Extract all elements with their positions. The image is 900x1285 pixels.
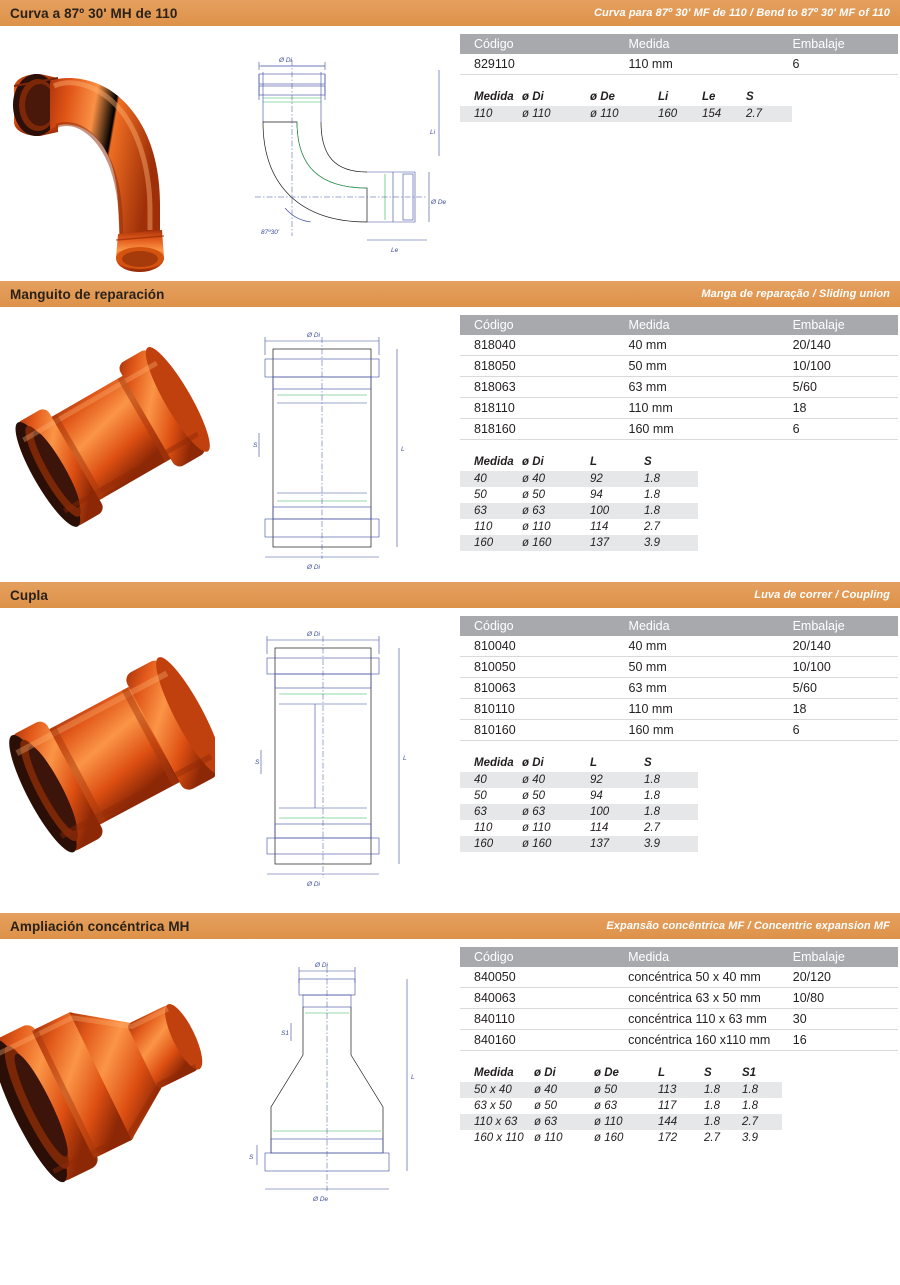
cell-l: 114 <box>590 822 609 834</box>
cell-l: 113 <box>658 1082 704 1098</box>
cell-codigo: 810063 <box>460 678 629 699</box>
col-ode: ø De <box>590 91 615 103</box>
cell-medida: 40 mm <box>629 636 793 657</box>
technical-drawing-manguito <box>215 307 460 577</box>
col-l: L <box>658 1067 666 1079</box>
dim-label-s: S <box>255 759 260 766</box>
cell-medida: concéntrica 63 x 50 mm <box>628 988 793 1009</box>
dims-row <box>460 106 792 122</box>
dim-label-s1: S1 <box>281 1030 289 1037</box>
coupling-fitting-image <box>0 608 215 908</box>
cell-odi: ø 63 <box>522 503 590 519</box>
col-medida: Medida <box>474 91 514 103</box>
cell-odi: ø 110 <box>534 1132 563 1144</box>
cell-odi: ø 63 <box>534 1114 594 1130</box>
cell-odi: ø 50 <box>522 489 546 501</box>
codes-table-curva <box>460 34 898 75</box>
cell-s: 1.8 <box>644 489 660 501</box>
cell-odi: ø 110 <box>522 106 590 122</box>
dims-row <box>460 487 698 503</box>
cell-odi: ø 160 <box>522 535 590 551</box>
cell-codigo: 829110 <box>460 54 629 75</box>
cell-medida: 40 <box>460 471 522 487</box>
cell-ode: ø 110 <box>590 106 658 122</box>
cell-codigo: 810110 <box>460 699 629 720</box>
cell-embalaje: 5/60 <box>793 377 898 398</box>
repair-sleeve-fitting-image <box>0 307 215 577</box>
section-ampliacion <box>0 913 900 1214</box>
cell-medida: concéntrica 50 x 40 mm <box>628 967 793 988</box>
dims-row <box>460 772 698 788</box>
cell-medida: 50 <box>474 489 487 501</box>
table-row <box>460 419 898 440</box>
dims-table-curva <box>460 89 792 122</box>
col-embalaje: Embalaje <box>793 34 898 54</box>
dim-label-l: L <box>401 446 405 453</box>
table-header-row <box>460 315 898 335</box>
cell-odi: ø 40 <box>534 1082 594 1098</box>
cell-embalaje: 10/80 <box>793 988 898 1009</box>
cell-embalaje: 18 <box>793 398 898 419</box>
section-body <box>0 307 900 582</box>
cell-medida: 50 x 40 <box>460 1082 534 1098</box>
cell-medida: 110 mm <box>629 398 793 419</box>
cell-medida: 110 <box>460 106 522 122</box>
col-ode: ø De <box>594 1067 619 1079</box>
section-body <box>0 608 900 913</box>
col-medida: Medida <box>474 456 514 468</box>
dim-label-odi: Ø Di <box>315 962 328 969</box>
tables-manguito <box>460 307 900 551</box>
dims-row <box>460 1130 782 1146</box>
cell-odi: ø 50 <box>522 790 546 802</box>
section-title: Curva a 87º 30' MH de 110 <box>10 5 178 21</box>
dims-header-row <box>460 89 792 106</box>
dim-label-l: L <box>411 1074 415 1081</box>
cell-embalaje: 30 <box>793 1009 898 1030</box>
dims-header-row <box>460 1065 782 1082</box>
col-embalaje: Embalaje <box>793 947 898 967</box>
cell-ode: ø 50 <box>594 1082 658 1098</box>
col-odi: ø Di <box>522 757 544 769</box>
cell-s: 2.7 <box>746 106 792 122</box>
cell-s: 1.8 <box>644 471 698 487</box>
dim-label-angle: 87º30' <box>261 229 280 236</box>
cell-medida: 63 mm <box>629 678 793 699</box>
dim-label-s: S <box>249 1154 254 1161</box>
section-header <box>0 0 900 26</box>
table-header-row <box>460 947 898 967</box>
cell-l: 92 <box>590 471 644 487</box>
dim-label-odi-bottom: Ø Di <box>307 881 320 888</box>
col-s: S <box>746 91 754 103</box>
dims-row <box>460 503 698 519</box>
section-subtitle: Manga de reparação / Sliding union <box>701 288 890 300</box>
cell-s: 2.7 <box>644 822 660 834</box>
col-codigo: Código <box>460 315 629 335</box>
dims-row <box>460 471 698 487</box>
section-title: Cupla <box>10 587 49 603</box>
section-header <box>0 281 900 307</box>
dim-label-li: Li <box>430 129 436 136</box>
section-title: Manguito de reparación <box>10 286 165 302</box>
col-medida: Medida <box>629 34 793 54</box>
cell-le: 154 <box>702 106 746 122</box>
table-row <box>460 398 898 419</box>
dim-label-ode: Ø De <box>431 199 447 206</box>
cell-s: 1.8 <box>704 1100 720 1112</box>
dims-row <box>460 804 698 820</box>
cell-ode: ø 110 <box>594 1114 658 1130</box>
cell-medida: 63 mm <box>629 377 793 398</box>
tables-cupla <box>460 608 900 852</box>
cell-codigo: 818040 <box>460 335 629 356</box>
col-embalaje: Embalaje <box>793 616 898 636</box>
cell-l: 144 <box>658 1114 704 1130</box>
cell-s: 1.8 <box>644 503 698 519</box>
dims-header-row <box>460 454 698 471</box>
table-header-row <box>460 34 898 54</box>
technical-drawing-ampliacion <box>215 939 460 1209</box>
tables-ampliacion <box>460 939 900 1146</box>
col-medida: Medida <box>474 1067 514 1079</box>
cell-l: 94 <box>590 790 603 802</box>
cell-medida: 50 mm <box>629 657 793 678</box>
cell-medida: 110 <box>474 822 493 834</box>
product-photo-ampliacion <box>0 939 215 1214</box>
cell-s: 1.8 <box>644 790 660 802</box>
cell-codigo: 818050 <box>460 356 629 377</box>
tables-curva <box>460 26 900 122</box>
cell-embalaje: 6 <box>793 54 898 75</box>
dims-row <box>460 535 698 551</box>
col-l: L <box>590 456 598 468</box>
section-header <box>0 913 900 939</box>
cell-s: 2.7 <box>704 1132 720 1144</box>
cell-odi: ø 40 <box>522 471 590 487</box>
technical-drawing-cupla <box>215 608 460 908</box>
cell-codigo: 810050 <box>460 657 629 678</box>
cell-s1: 2.7 <box>742 1114 782 1130</box>
col-medida: Medida <box>474 757 514 769</box>
dims-row <box>460 836 698 852</box>
cell-embalaje: 10/100 <box>793 356 898 377</box>
cell-li: 160 <box>658 106 702 122</box>
table-row <box>460 356 898 377</box>
concentric-reducer-drawing <box>215 939 460 1209</box>
cell-codigo: 840063 <box>460 988 628 1009</box>
section-curva-87 <box>0 0 900 281</box>
cell-ode: ø 63 <box>594 1100 618 1112</box>
cell-s: 2.7 <box>644 521 660 533</box>
col-odi: ø Di <box>534 1067 556 1079</box>
table-row <box>460 967 898 988</box>
table-row <box>460 335 898 356</box>
cell-medida: 50 <box>474 790 487 802</box>
dims-row <box>460 1098 782 1114</box>
table-row <box>460 699 898 720</box>
section-body <box>0 26 900 281</box>
cell-medida: 160 mm <box>629 720 793 741</box>
repair-sleeve-drawing <box>215 307 460 577</box>
col-l: L <box>590 757 598 769</box>
cell-l: 114 <box>590 521 609 533</box>
cell-medida: 110 mm <box>629 699 793 720</box>
technical-drawing-curva <box>215 26 460 276</box>
cell-l: 94 <box>590 489 603 501</box>
cell-embalaje: 10/100 <box>793 657 898 678</box>
cell-odi: ø 160 <box>522 836 590 852</box>
dim-label-odi-bottom: Ø Di <box>307 564 320 571</box>
cell-l: 137 <box>590 836 644 852</box>
product-photo-curva <box>0 26 215 281</box>
section-manguito <box>0 281 900 582</box>
dims-row <box>460 820 698 836</box>
dims-row <box>460 1114 782 1130</box>
cell-s1: 1.8 <box>742 1100 758 1112</box>
section-title: Ampliación concéntrica MH <box>10 918 190 934</box>
col-medida: Medida <box>628 947 793 967</box>
cell-embalaje: 6 <box>793 419 898 440</box>
cell-medida: 160 x 110 <box>474 1132 524 1144</box>
cell-embalaje: 20/140 <box>793 636 898 657</box>
dim-label-odi-top: Ø Di <box>307 631 320 638</box>
cell-codigo: 810160 <box>460 720 629 741</box>
dims-row <box>460 788 698 804</box>
cell-s: 3.9 <box>644 535 698 551</box>
cell-embalaje: 16 <box>793 1030 898 1051</box>
section-header <box>0 582 900 608</box>
col-s1: S1 <box>742 1067 757 1079</box>
section-subtitle: Luva de correr / Coupling <box>754 589 890 601</box>
cell-l: 137 <box>590 535 644 551</box>
cell-s1: 1.8 <box>742 1082 782 1098</box>
col-odi: ø Di <box>522 91 544 103</box>
table-header-row <box>460 616 898 636</box>
cell-codigo: 818160 <box>460 419 629 440</box>
cell-s1: 3.9 <box>742 1132 758 1144</box>
table-row <box>460 678 898 699</box>
table-row <box>460 988 898 1009</box>
table-row <box>460 377 898 398</box>
cell-codigo: 840160 <box>460 1030 628 1051</box>
cell-medida: 160 mm <box>629 419 793 440</box>
col-codigo: Código <box>460 947 628 967</box>
table-row <box>460 1030 898 1051</box>
table-row <box>460 657 898 678</box>
section-subtitle: Curva para 87º 30' MF de 110 / Bend to 87º 30' MF of 110 <box>593 7 890 19</box>
cell-codigo: 840110 <box>460 1009 628 1030</box>
cell-s: 1.8 <box>704 1114 742 1130</box>
cell-embalaje: 20/120 <box>793 967 898 988</box>
col-le: Le <box>702 91 716 103</box>
dims-table-manguito <box>460 454 698 551</box>
dims-row <box>460 519 698 535</box>
dims-table-cupla <box>460 755 698 852</box>
col-codigo: Código <box>460 34 629 54</box>
cell-l: 100 <box>590 503 644 519</box>
codes-table-manguito <box>460 315 898 440</box>
cell-embalaje: 5/60 <box>793 678 898 699</box>
col-li: Li <box>658 91 669 103</box>
col-codigo: Código <box>460 616 629 636</box>
cell-medida: 63 <box>460 503 522 519</box>
cell-medida: concéntrica 160 x110 mm <box>628 1030 793 1051</box>
cell-embalaje: 18 <box>793 699 898 720</box>
concentric-reducer-fitting-image <box>0 939 215 1209</box>
cell-codigo: 840050 <box>460 967 628 988</box>
cell-medida: 40 <box>460 772 522 788</box>
product-photo-cupla <box>0 608 215 913</box>
dims-header-row <box>460 755 698 772</box>
cell-s: 1.8 <box>704 1082 742 1098</box>
dims-table-ampliacion <box>460 1065 782 1146</box>
table-row <box>460 54 898 75</box>
cell-medida: 63 x 50 <box>474 1100 512 1112</box>
cell-odi: ø 110 <box>522 822 551 834</box>
dim-label-odi-top: Ø Di <box>307 332 320 339</box>
cell-s: 1.8 <box>644 804 698 820</box>
dim-label-le: Le <box>391 247 399 254</box>
cell-s: 3.9 <box>644 836 698 852</box>
cell-medida: 110 <box>474 521 493 533</box>
cell-l: 92 <box>590 772 644 788</box>
cell-odi: ø 40 <box>522 772 590 788</box>
cell-ode: ø 160 <box>594 1132 624 1144</box>
cell-codigo: 810040 <box>460 636 629 657</box>
table-row <box>460 636 898 657</box>
col-medida: Medida <box>629 315 793 335</box>
cell-l: 100 <box>590 804 644 820</box>
table-row <box>460 1009 898 1030</box>
cell-l: 172 <box>658 1132 678 1144</box>
section-body <box>0 939 900 1214</box>
cell-medida: 110 x 63 <box>460 1114 534 1130</box>
codes-table-cupla <box>460 616 898 741</box>
cell-medida: 160 <box>460 836 522 852</box>
cell-medida: 40 mm <box>629 335 793 356</box>
cell-odi: ø 63 <box>522 804 590 820</box>
cell-medida: concéntrica 110 x 63 mm <box>628 1009 793 1030</box>
section-cupla <box>0 582 900 913</box>
cell-l: 117 <box>658 1100 677 1112</box>
cell-medida: 160 <box>460 535 522 551</box>
elbow-bend-fitting-image <box>0 26 215 276</box>
cell-medida: 63 <box>460 804 522 820</box>
elbow-bend-drawing <box>215 26 460 276</box>
cell-embalaje: 20/140 <box>793 335 898 356</box>
coupling-drawing <box>215 608 460 908</box>
cell-s: 1.8 <box>644 772 698 788</box>
col-medida: Medida <box>629 616 793 636</box>
col-s: S <box>644 757 652 769</box>
cell-odi: ø 110 <box>522 521 551 533</box>
dim-label-s: S <box>253 442 258 449</box>
table-row <box>460 720 898 741</box>
dim-label-odi: Ø Di <box>279 57 292 64</box>
cell-codigo: 818110 <box>460 398 629 419</box>
col-odi: ø Di <box>522 456 544 468</box>
cell-embalaje: 6 <box>793 720 898 741</box>
dim-label-l: L <box>403 755 407 762</box>
cell-medida: 50 mm <box>629 356 793 377</box>
section-subtitle: Expansão concêntrica MF / Concentric expansion MF <box>606 920 890 932</box>
dim-label-ode: Ø De <box>313 1196 329 1203</box>
dims-row <box>460 1082 782 1098</box>
cell-codigo: 818063 <box>460 377 629 398</box>
col-s: S <box>644 456 652 468</box>
codes-table-ampliacion <box>460 947 898 1051</box>
col-s: S <box>704 1067 712 1079</box>
product-photo-manguito <box>0 307 215 582</box>
cell-medida: 110 mm <box>629 54 793 75</box>
cell-odi: ø 50 <box>534 1100 558 1112</box>
col-embalaje: Embalaje <box>793 315 898 335</box>
